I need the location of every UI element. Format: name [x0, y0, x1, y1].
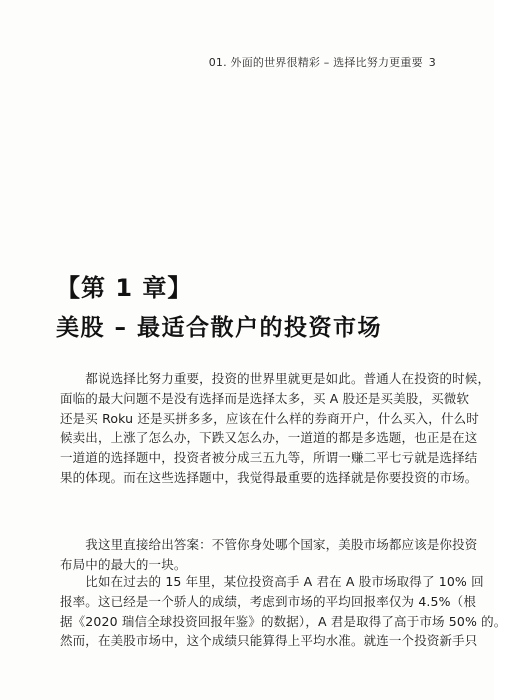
running-header [209, 54, 436, 70]
page-number: 3 [428, 56, 436, 69]
paragraph-3 [60, 572, 506, 651]
paragraph-line: 比如在过去的 15 年里，某位投资高手 A 君在 A 股市场取得了 10% 回 [60, 574, 484, 589]
paragraph-1 [60, 369, 491, 488]
paragraph-line: 报率。这已经是一个骄人的成绩，考虑到市场的平均回报率仅为 4.5%（根 [60, 593, 476, 609]
paragraph-line: 然而，在美股市场中，这个成绩只能算得上平均水准。就连一个投资新手只 [60, 633, 478, 649]
paragraph-line: 我这里直接给出答案：不管你身处哪个国家，美股市场都应该是你投资 [60, 537, 478, 552]
paragraph-line: 布局中的最大的一块。 [60, 556, 187, 572]
paragraph-2 [60, 535, 478, 575]
chapter-title: 美股 – 最适合散户的投资市场 [56, 315, 383, 341]
paragraph-line: 据《2020 瑞信全球投资回报年鉴》的数据），A 君是取得了高于市场 50% 的。 [60, 613, 506, 629]
running-header-title: 01. 外面的世界很精彩 – 选择比努力更重要 [208, 56, 423, 69]
paragraph-line: 一道道的选择题中，投资者被分成三五九等，所谓一赚二平七亏就是选择结 [60, 450, 478, 466]
paragraph-line: 候卖出，上涨了怎么办，下跌又怎么办，一道道的都是多选题，也正是在这 [60, 430, 478, 446]
paragraph-line: 还是买 Roku 还是买拼多多，应该在什么样的券商开户，什么买入，什么时 [60, 410, 479, 426]
paragraph-line: 面临的最大问题不是没有选择而是选择太多，买 A 股还是买美股，买微软 [60, 390, 470, 406]
paragraph-line: 都说选择比努力重要，投资的世界里就更是如此。普通人在投资的时候， [60, 371, 491, 386]
paragraph-line: 果的体现。而在这些选择题中，我觉得最重要的选择就是你要投资的市场。 [60, 469, 478, 485]
chapter-label: 【第 1 章】 [56, 274, 193, 302]
